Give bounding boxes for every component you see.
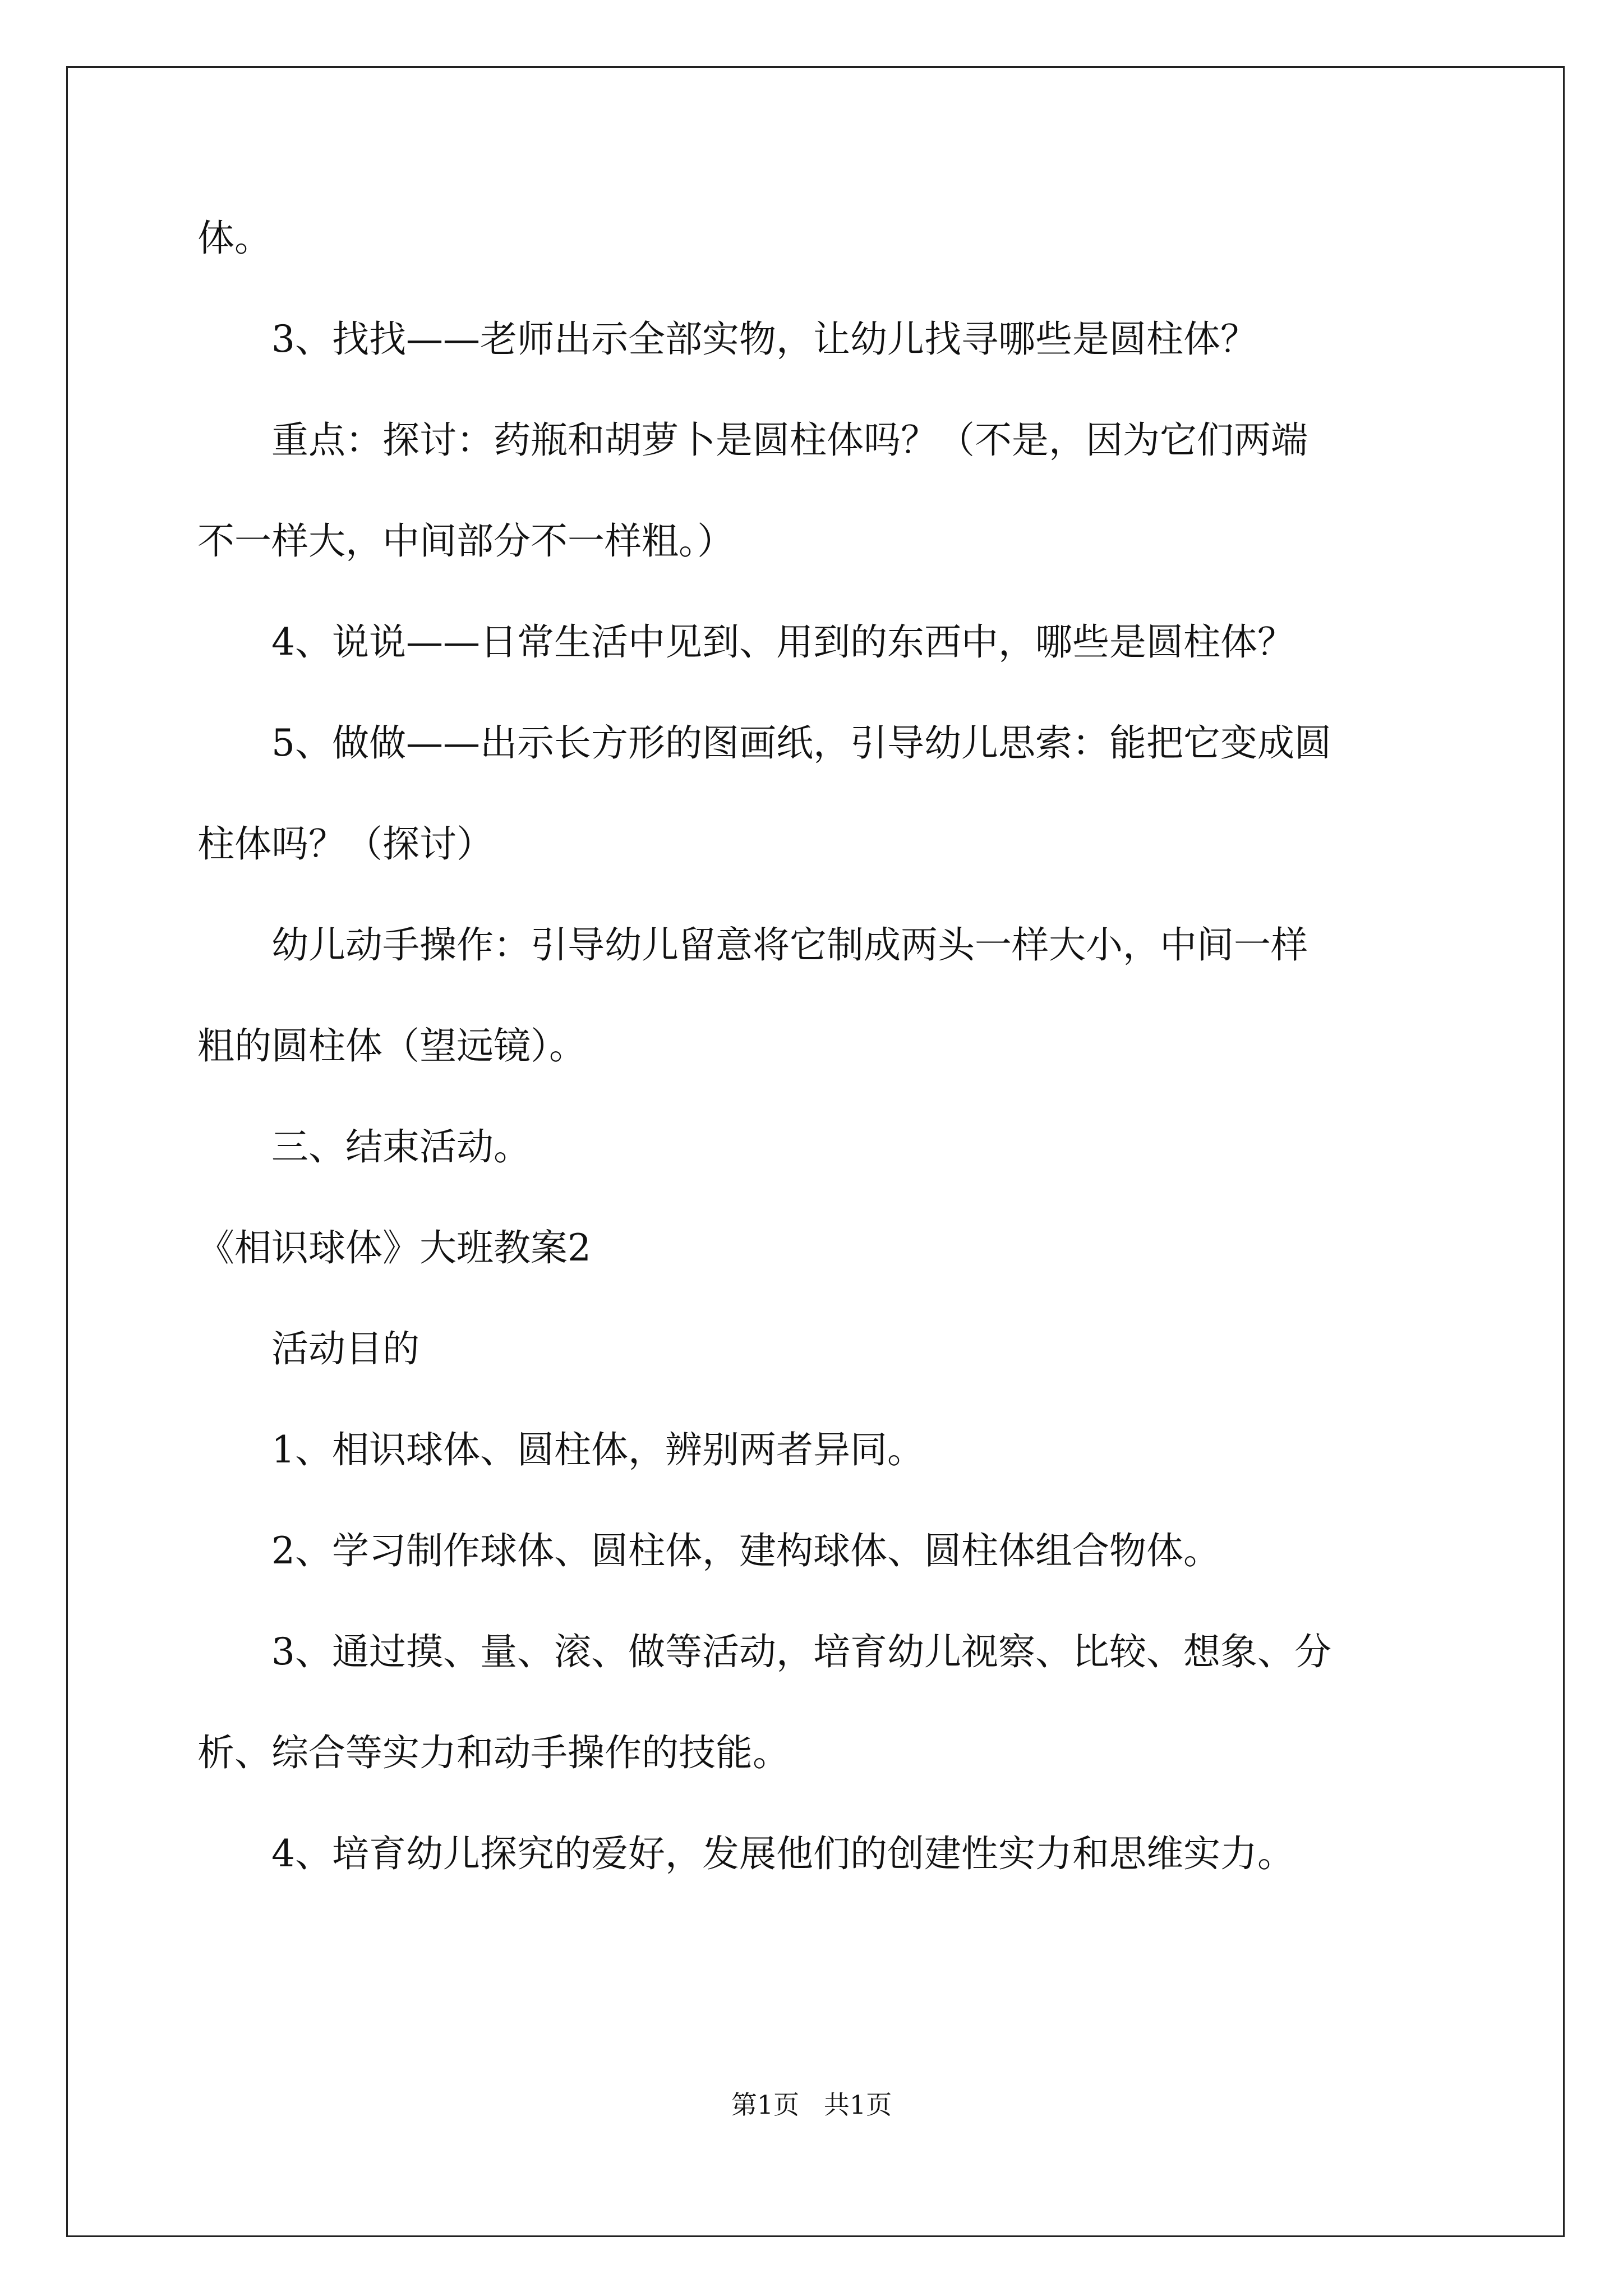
text-line: 体。 bbox=[197, 217, 271, 260]
text-line: 幼儿动手操作：引导幼儿留意将它制成两头一样大小，中间一样 bbox=[271, 923, 1308, 967]
text-line: 4、培育幼儿探究的爱好，发展他们的创建性实力和思维实力。 bbox=[271, 1832, 1294, 1875]
page-number-footer: 第1页 共1页 bbox=[731, 2090, 892, 2120]
text-line: 柱体吗？（探讨） bbox=[197, 822, 494, 866]
text-line: 活动目的 bbox=[271, 1327, 419, 1370]
text-line: 3、通过摸、量、滚、做等活动，培育幼儿视察、比较、想象、分 bbox=[271, 1630, 1331, 1673]
text-line: 1、相识球体、圆柱体，辨别两者异同。 bbox=[271, 1428, 924, 1471]
text-line: 4、说说——日常生活中见到、用到的东西中，哪些是圆柱体？ bbox=[271, 620, 1294, 664]
text-line: 三、结束活动。 bbox=[271, 1125, 531, 1168]
text-line: 3、找找——老师出示全部实物，让幼儿找寻哪些是圆柱体？ bbox=[271, 318, 1257, 361]
document-body bbox=[197, 213, 1437, 1930]
text-line: 重点：探讨：药瓶和胡萝卜是圆柱体吗？（不是，因为它们两端 bbox=[271, 418, 1308, 462]
text-line: 不一样大，中间部分不一样粗。） bbox=[197, 519, 734, 563]
text-line: 2、学习制作球体、圆柱体，建构球体、圆柱体组合物体。 bbox=[271, 1529, 1220, 1572]
text-line: 析、综合等实力和动手操作的技能。 bbox=[197, 1731, 790, 1774]
text-line: 粗的圆柱体（望远镜）。 bbox=[197, 1024, 586, 1068]
section-heading: 《相识球体》大班教案2 bbox=[197, 1226, 591, 1269]
text-line: 5、做做——出示长方形的图画纸，引导幼儿思索：能把它变成圆 bbox=[271, 721, 1331, 765]
